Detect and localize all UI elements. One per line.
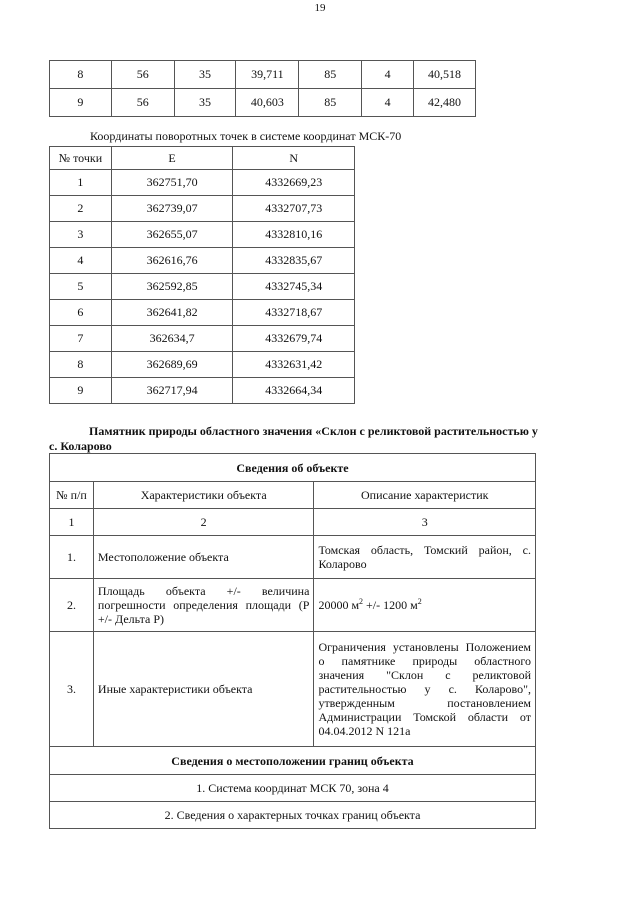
column-header: Описание характеристик [314,482,536,509]
area-unit-sup: 2 [359,597,364,606]
table-cell: 3 [50,222,112,248]
column-number: 2 [93,509,314,536]
table-cell: 6 [50,300,112,326]
table-cell: 8 [50,352,112,378]
characteristic-desc [314,579,536,632]
table-cell: 362751,70 [111,170,233,196]
table-row [50,509,536,536]
table-row [50,61,476,89]
area-error: +/- 1200 м [363,598,418,612]
monument-title [49,424,589,454]
characteristic-desc: Ограничения установлены Положением о памятнике природы областного значения "Склон с реликтовой растительностью у с. Коларово", утвержденным постановлением Администрации Томской области от 04.04.2012 N 121а [314,632,536,747]
table-header-row [50,482,536,509]
table-cell: 42,480 [414,89,476,117]
section-title-row [50,747,536,775]
table-row [50,352,355,378]
column-header: № точки [50,147,112,170]
table-cell: 35 [174,61,236,89]
table-cell: 4332664,34 [233,378,355,404]
column-header: Характеристики объекта [93,482,314,509]
row-number: 3. [50,632,94,747]
characteristic-name: Площадь объекта +/- величина погрешности определения площади (P +/- Дельта P) [93,579,314,632]
row-number: 1. [50,536,94,579]
table-row [50,326,355,352]
table-cell: 5 [50,274,112,300]
table-cell: 4 [50,248,112,274]
column-header: N [233,147,355,170]
table-cell: 2 [50,196,112,222]
table-row [50,802,536,829]
table-header-row [50,147,355,170]
table-row [50,170,355,196]
table-cell: 4332718,67 [233,300,355,326]
monument-title-line: Памятник природы областного значения «Склон с реликтовой растительностью у [89,424,538,438]
table-cell: 56 [111,61,174,89]
table-row [50,775,536,802]
coords-caption: Координаты поворотных точек в системе координат МСК-70 [90,129,402,143]
column-header: E [111,147,233,170]
section-title: Сведения о местоположении границ объекта [50,747,536,775]
table-cell: 4332679,74 [233,326,355,352]
table-cell: 35 [174,89,236,117]
table-cell: 40,603 [236,89,299,117]
section-title: Сведения об объекте [50,454,536,482]
points-info-line: 2. Сведения о характерных точках границ объекта [50,802,536,829]
table-row [50,632,536,747]
table-row [50,300,355,326]
table-cell: 4 [362,61,414,89]
table-row [50,274,355,300]
table-cell: 362641,82 [111,300,233,326]
table-cell: 362739,07 [111,196,233,222]
characteristic-name: Иные характеристики объекта [93,632,314,747]
column-number: 3 [314,509,536,536]
object-table [49,453,536,829]
table-cell: 9 [50,89,112,117]
table-cell: 56 [111,89,174,117]
column-number: 1 [50,509,94,536]
column-header: № п/п [50,482,94,509]
characteristic-desc: Томская область, Томский район, с. Коларово [314,536,536,579]
table-cell: 4332631,42 [233,352,355,378]
area-value: 20000 м [318,598,360,612]
table-cell: 4332707,73 [233,196,355,222]
table-cell: 362616,76 [111,248,233,274]
characteristic-name: Местоположение объекта [93,536,314,579]
table-cell: 362655,07 [111,222,233,248]
top-table [49,60,476,117]
table-cell: 85 [299,61,362,89]
row-number: 2. [50,579,94,632]
table-row [50,378,355,404]
table-cell: 4 [362,89,414,117]
table-cell: 39,711 [236,61,299,89]
table-cell: 4332669,23 [233,170,355,196]
table-row [50,196,355,222]
table-cell: 9 [50,378,112,404]
table-row [50,248,355,274]
table-cell: 362689,69 [111,352,233,378]
coords-table [49,146,355,404]
section-title-row [50,454,536,482]
table-cell: 1 [50,170,112,196]
table-row [50,579,536,632]
table-cell: 4332745,34 [233,274,355,300]
table-cell: 40,518 [414,61,476,89]
table-cell: 362634,7 [111,326,233,352]
table-row [50,89,476,117]
table-cell: 7 [50,326,112,352]
table-row [50,222,355,248]
table-row [50,536,536,579]
area-error-unit-sup: 2 [417,597,422,606]
table-cell: 8 [50,61,112,89]
table-cell: 4332810,16 [233,222,355,248]
monument-title-line: с. Коларово [49,439,112,453]
table-cell: 362592,85 [111,274,233,300]
table-cell: 4332835,67 [233,248,355,274]
page-number: 19 [314,2,326,14]
table-cell: 362717,94 [111,378,233,404]
coord-system-line: 1. Система координат МСК 70, зона 4 [50,775,536,802]
table-cell: 85 [299,89,362,117]
